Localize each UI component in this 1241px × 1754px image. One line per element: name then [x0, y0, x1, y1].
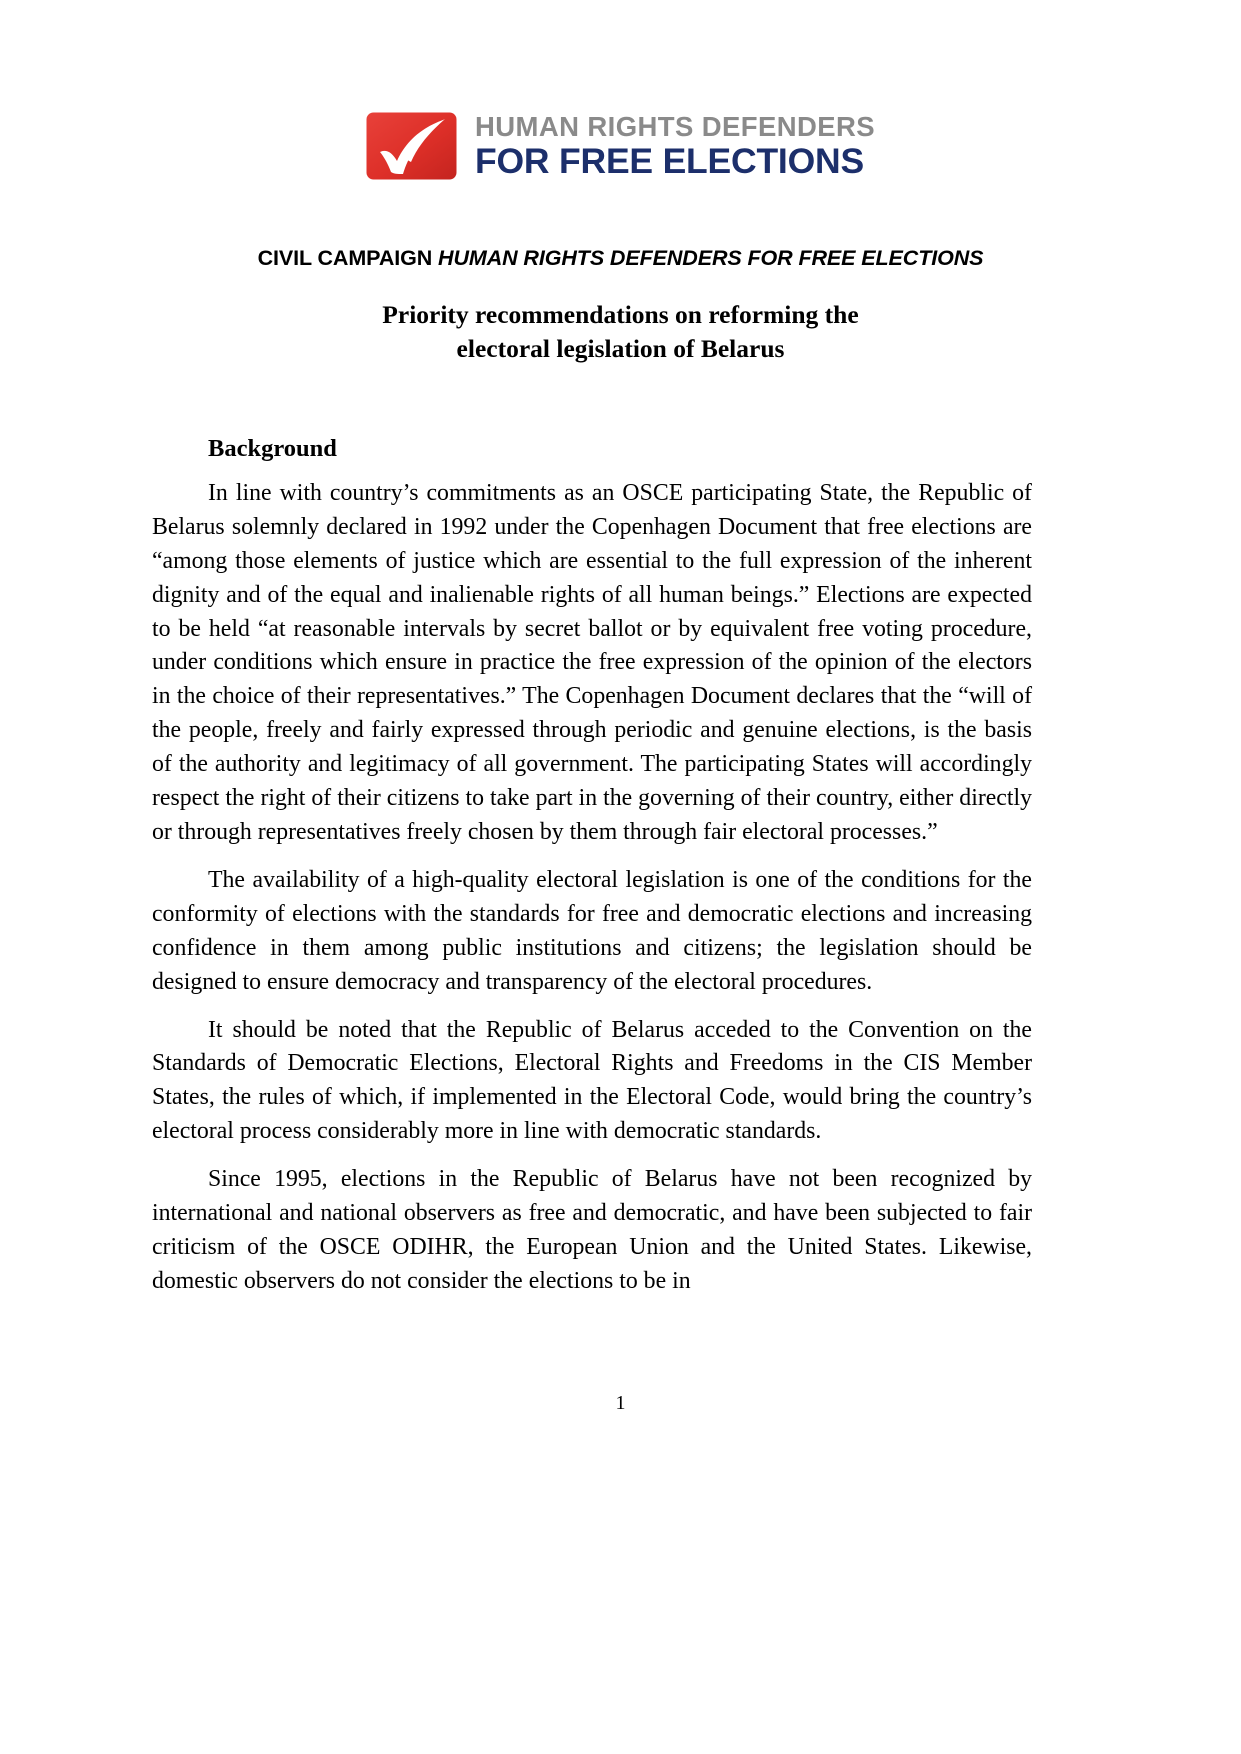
body-paragraph: It should be noted that the Republic of Belarus acceded to the Convention on the Standards of Democratic Elections, Electoral Rights and Freedoms in the CIS Member States, the rules of which, if implemented in the Electoral Code, would bring the country’s electoral process considerably more in line with democratic standards.: [152, 1016, 1032, 1145]
campaign-name: HUMAN RIGHTS DEFENDERS FOR FREE ELECTIONS: [438, 246, 984, 270]
logo-wordmark: [475, 110, 875, 181]
page-number: 1: [615, 1392, 626, 1414]
campaign-subtitle: [100, 246, 1141, 271]
body-paragraph: Since 1995, elections in the Republic of Belarus have not been recognized by international and national observers as free and democratic, and have been subjected to fair criticism of the OSCE ODIHR, the European Union and the United States. Likewise, domestic observers do not consider the elections to be in: [152, 1166, 1032, 1294]
body-paragraph: The availability of a high-quality electoral legislation is one of the conditions for the conformity of elections with the standards for free and democratic elections and increasing confidence in them among public institutions and citizens; the legislation should be designed to ensure democracy and transparency of the electoral procedures.: [152, 866, 1032, 995]
logo-line-for-free-elections: FOR FREE ELECTIONS: [475, 141, 864, 181]
organization-logo: [0, 112, 1241, 180]
document-body: [152, 432, 1032, 1299]
page-title-line-2: electoral legislation of Belarus: [456, 334, 785, 364]
campaign-prefix: CIVIL CAMPAIGN: [257, 246, 439, 270]
page-title: [150, 298, 1091, 367]
page-title-line-1: Priority recommendations on reforming the: [382, 300, 859, 329]
logo-inner: [366, 112, 875, 180]
section-heading-background: Background: [208, 435, 337, 462]
red-checkmark-logo-icon: [366, 112, 457, 180]
body-paragraph: In line with country’s commitments as an OSCE participating State, the Republic of Belarus solemnly declared in 1992 under the Copenhagen Document that free elections are “among those elements of justice which are essential to the full expression of the inherent dignity and of the equal and inalienable rights of all human beings.” Elections are expected to be held “at reasonable intervals by secret ballot or by equivalent free voting procedure, under conditions which ensure in practice the free expression of the opinion of the electors in the choice of their representatives.” The Copenhagen Document declares that the “will of the people, freely and fairly expressed through periodic and genuine elections, is the basis of the authority and legitimacy of all government. The participating States will accordingly respect the right of their citizens to take part in the governing of their country, either directly or through representatives freely chosen by them through fair electoral processes.”: [152, 479, 1032, 845]
logo-line-human-rights-defenders: HUMAN RIGHTS DEFENDERS: [475, 110, 875, 142]
